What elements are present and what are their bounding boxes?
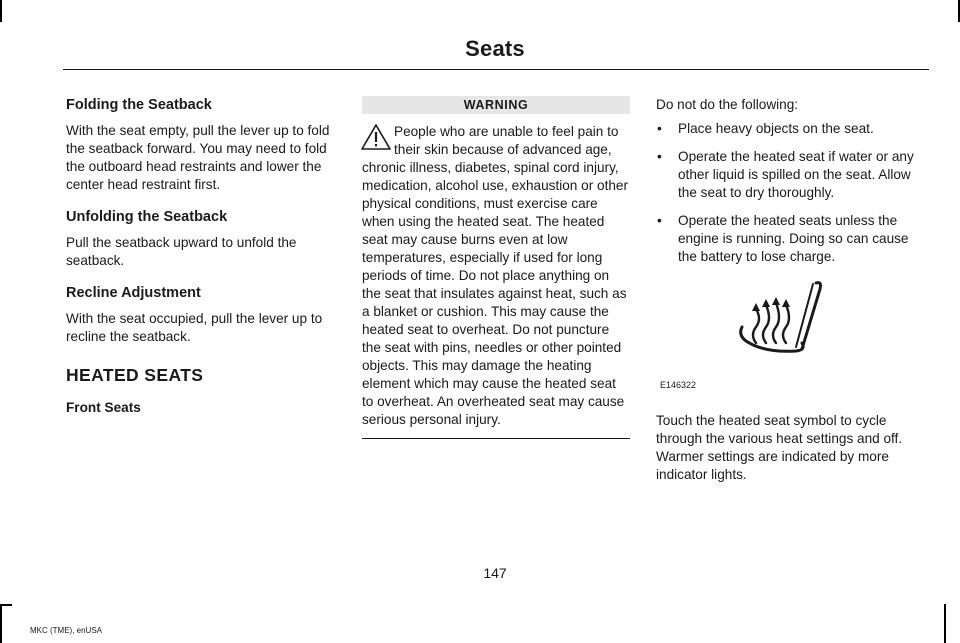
unfolding-text: Pull the seatback upward to unfold the seatback. (66, 235, 297, 268)
crop-mark (0, 604, 12, 606)
recline-heading: Recline Adjustment (66, 285, 201, 301)
warning-divider (362, 438, 630, 439)
list-item: • Operate the heated seat if water or any other liquid is spilled on the seat. Allow the seat to dry thoroughly. (656, 148, 928, 202)
warning-body (362, 123, 630, 429)
page-number: 147 (483, 565, 507, 581)
intro-text: Do not do the following: (656, 97, 799, 112)
section-heading: HEATED SEATS (66, 365, 204, 385)
crop-mark (0, 0, 2, 22)
warning-text: People who are unable to feel pain to their skin because of advanced age, chronic illness, diabetes, spinal cord injury, medication, alcohol use, exhaustion or other physical conditions, must exercise care when using the heated seat. The heated seat may cause burns even at low temperatures, especially if used for long periods of time. Do not place anything on the seat that insulates against heat, such as a blanket or cushion. This may cause the heated seat to overheat. Do not puncture the seat with pins, needles or other pointed objects. This may damage the heating element which may cause the heated seat to overheat. An overheated seat may cause serious personal injury. (362, 124, 628, 427)
list-item: • Operate the heated seats unless the engine is running. Doing so can cause the battery to lose charge. (656, 212, 928, 266)
front-seats-heading: Front Seats (66, 400, 141, 415)
warning-label: WARNING (362, 96, 630, 114)
warning-triangle-icon (360, 123, 392, 151)
crop-mark (0, 604, 2, 643)
unfolding-heading: Unfolding the Seatback (66, 209, 228, 225)
warning-box (362, 96, 630, 439)
left-column (66, 96, 336, 417)
after-figure-text: Touch the heated seat symbol to cycle through the various heat settings and off. Warmer settings are indicated by more indicator lights. (656, 413, 903, 482)
crop-mark (944, 604, 946, 643)
folding-heading: Folding the Seatback (66, 97, 212, 113)
figure-code: E146322 (660, 380, 697, 390)
page-title: Seats (465, 36, 525, 61)
right-column (656, 96, 928, 484)
footer-text: MKC (TME), enUSA (30, 626, 103, 635)
recline-text: With the seat occupied, pull the lever up to recline the seatback. (66, 311, 323, 344)
heated-seat-icon (736, 279, 836, 369)
folding-text: With the seat empty, pull the lever up to fold the seatback forward. You may need to fold the outboard head restraints and lower the center head restraint first. (66, 123, 330, 192)
bullet-list (656, 120, 928, 266)
header-divider (63, 69, 929, 70)
list-item: • Place heavy objects on the seat. (656, 120, 928, 138)
heated-seat-figure (656, 276, 928, 404)
